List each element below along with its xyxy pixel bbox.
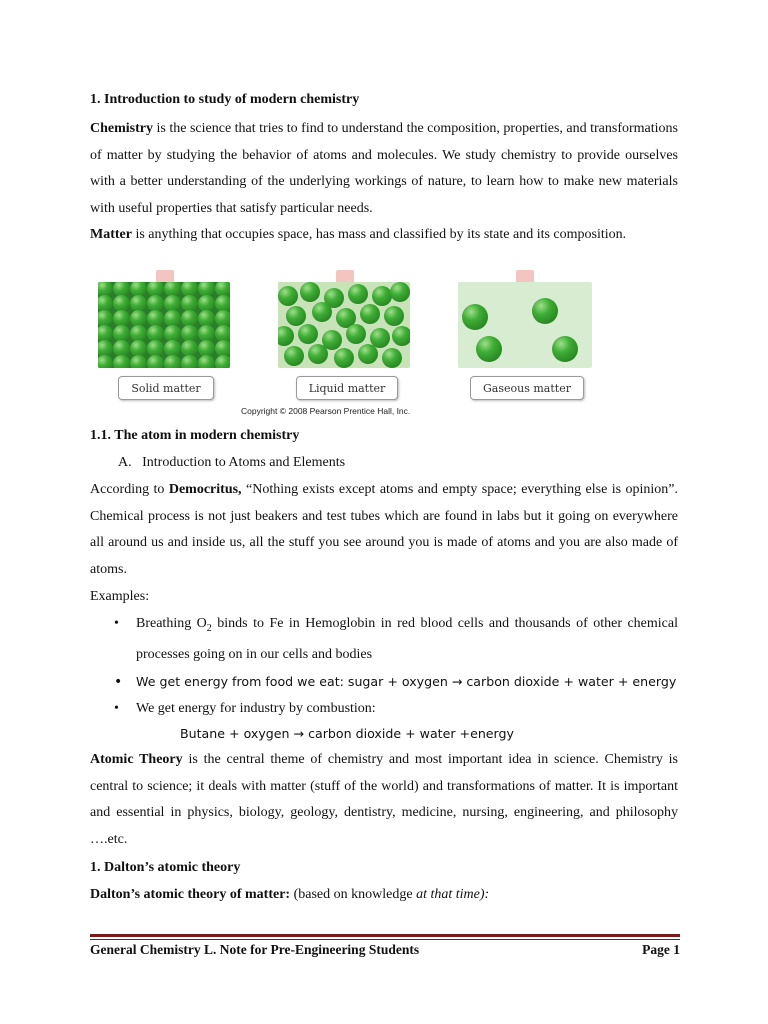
particle xyxy=(278,286,298,306)
particle xyxy=(215,355,230,368)
particle xyxy=(181,355,198,368)
particle xyxy=(392,326,410,346)
list-item: • We get energy for industry by combustion: xyxy=(90,696,678,723)
list-item: • We get energy from food we eat: sugar + oxygen → carbon dioxide + water + energy xyxy=(90,669,678,696)
examples-label: Examples: xyxy=(90,589,150,604)
figure-tab xyxy=(336,270,354,282)
particle xyxy=(113,355,130,368)
particle xyxy=(360,304,380,324)
matter-text: is anything that occupies space, has mass and classified by its state and its composition. xyxy=(131,227,627,242)
chemistry-text: is the science that tries to find to understand the composition, properties, and transformations of matter by studying the behavior of atoms and molecules. We study chemistry to provide ourselves with a better understanding of the underlying workings of nature, to learn how to make new materials with useful properties that satisfy particular needs. xyxy=(90,121,678,216)
particle xyxy=(298,324,318,344)
chemistry-paragraph xyxy=(90,116,678,222)
particle xyxy=(334,348,354,368)
particle xyxy=(382,348,402,368)
particle xyxy=(552,336,578,362)
footer-title: General Chemistry L. Note for Pre-Engineering Students xyxy=(90,942,420,957)
footer-rule xyxy=(90,934,680,937)
caption-solid: Solid matter xyxy=(118,376,214,400)
democritus-paragraph xyxy=(90,477,678,583)
dalton-text: (based on knowledge xyxy=(290,887,417,902)
states-of-matter-figure xyxy=(96,266,596,421)
page-footer xyxy=(90,942,680,958)
particle xyxy=(284,346,304,366)
caption-liquid: Liquid matter xyxy=(296,376,398,400)
liquid-matter-image xyxy=(278,282,410,368)
particle xyxy=(308,344,328,364)
matter-term: Matter xyxy=(90,227,132,242)
particle xyxy=(372,286,392,306)
combustion-equation: Butane + oxygen → carbon dioxide + water +energy xyxy=(180,726,514,741)
particle xyxy=(278,326,294,346)
particle xyxy=(98,355,113,368)
figure-tab xyxy=(516,270,534,282)
dalton-term: Dalton’s atomic theory of matter: xyxy=(90,887,291,902)
dalton-paragraph xyxy=(90,882,678,909)
list-item: • Breathing $O_2$ binds to Fe in Hemoglobin in red blood cells and thousands of other chemical processes going on in our cells and bodies xyxy=(90,611,678,669)
atomic-theory-paragraph xyxy=(90,747,678,853)
page-number: Page 1 xyxy=(642,942,680,957)
chemistry-term: Chemistry xyxy=(90,121,153,136)
intro-heading: 1. Introduction to study of modern chemistry xyxy=(90,92,360,107)
particle xyxy=(286,306,306,326)
figure-tab xyxy=(156,270,174,282)
particle xyxy=(346,324,366,344)
gaseous-matter-image xyxy=(458,282,592,368)
footer-rule-thin xyxy=(90,939,680,940)
democritus-name: Democritus, xyxy=(168,482,242,497)
particle xyxy=(198,355,215,368)
solid-matter-image xyxy=(98,282,230,368)
atomic-text: is the central theme of chemistry and most important idea in science. Chemistry is central to science; it deals with matter (stuff of the world) and transformations of matter. It is important and essential in physics, biology, geology, dentistry, medicine, nursing, engineering, and philosophy ….etc. xyxy=(90,752,679,847)
atomic-term: Atomic Theory xyxy=(90,752,183,767)
particle xyxy=(164,355,181,368)
particle xyxy=(384,306,404,326)
atom-heading: 1.1. The atom in modern chemistry xyxy=(90,428,300,443)
dalton-italic: at that time): xyxy=(416,887,490,902)
particle xyxy=(300,282,320,302)
dalton-heading: 1. Dalton’s atomic theory xyxy=(90,860,241,875)
caption-gaseous: Gaseous matter xyxy=(470,376,584,400)
democritus-text: “Nothing exists except atoms and empty space; everything else is opinion”. Chemical process is not just beakers and test tubes which are found in labs but it going on everywhere all around us and inside us, all the stuff you see around you is made of atoms and you are also made of atoms. xyxy=(90,482,678,577)
particle xyxy=(390,282,410,302)
democritus-prefix: According to xyxy=(90,482,169,497)
figure-copyright: Copyright © 2008 Pearson Prentice Hall, Inc. xyxy=(241,406,411,416)
sub-heading-a: A. Introduction to Atoms and Elements xyxy=(118,455,346,470)
particle xyxy=(532,298,558,324)
particle xyxy=(348,284,368,304)
particle xyxy=(476,336,502,362)
particle xyxy=(130,355,147,368)
particle xyxy=(147,355,164,368)
particle xyxy=(312,302,332,322)
particle xyxy=(358,344,378,364)
examples-list xyxy=(90,611,678,722)
matter-paragraph xyxy=(90,222,678,249)
particle xyxy=(462,304,488,330)
